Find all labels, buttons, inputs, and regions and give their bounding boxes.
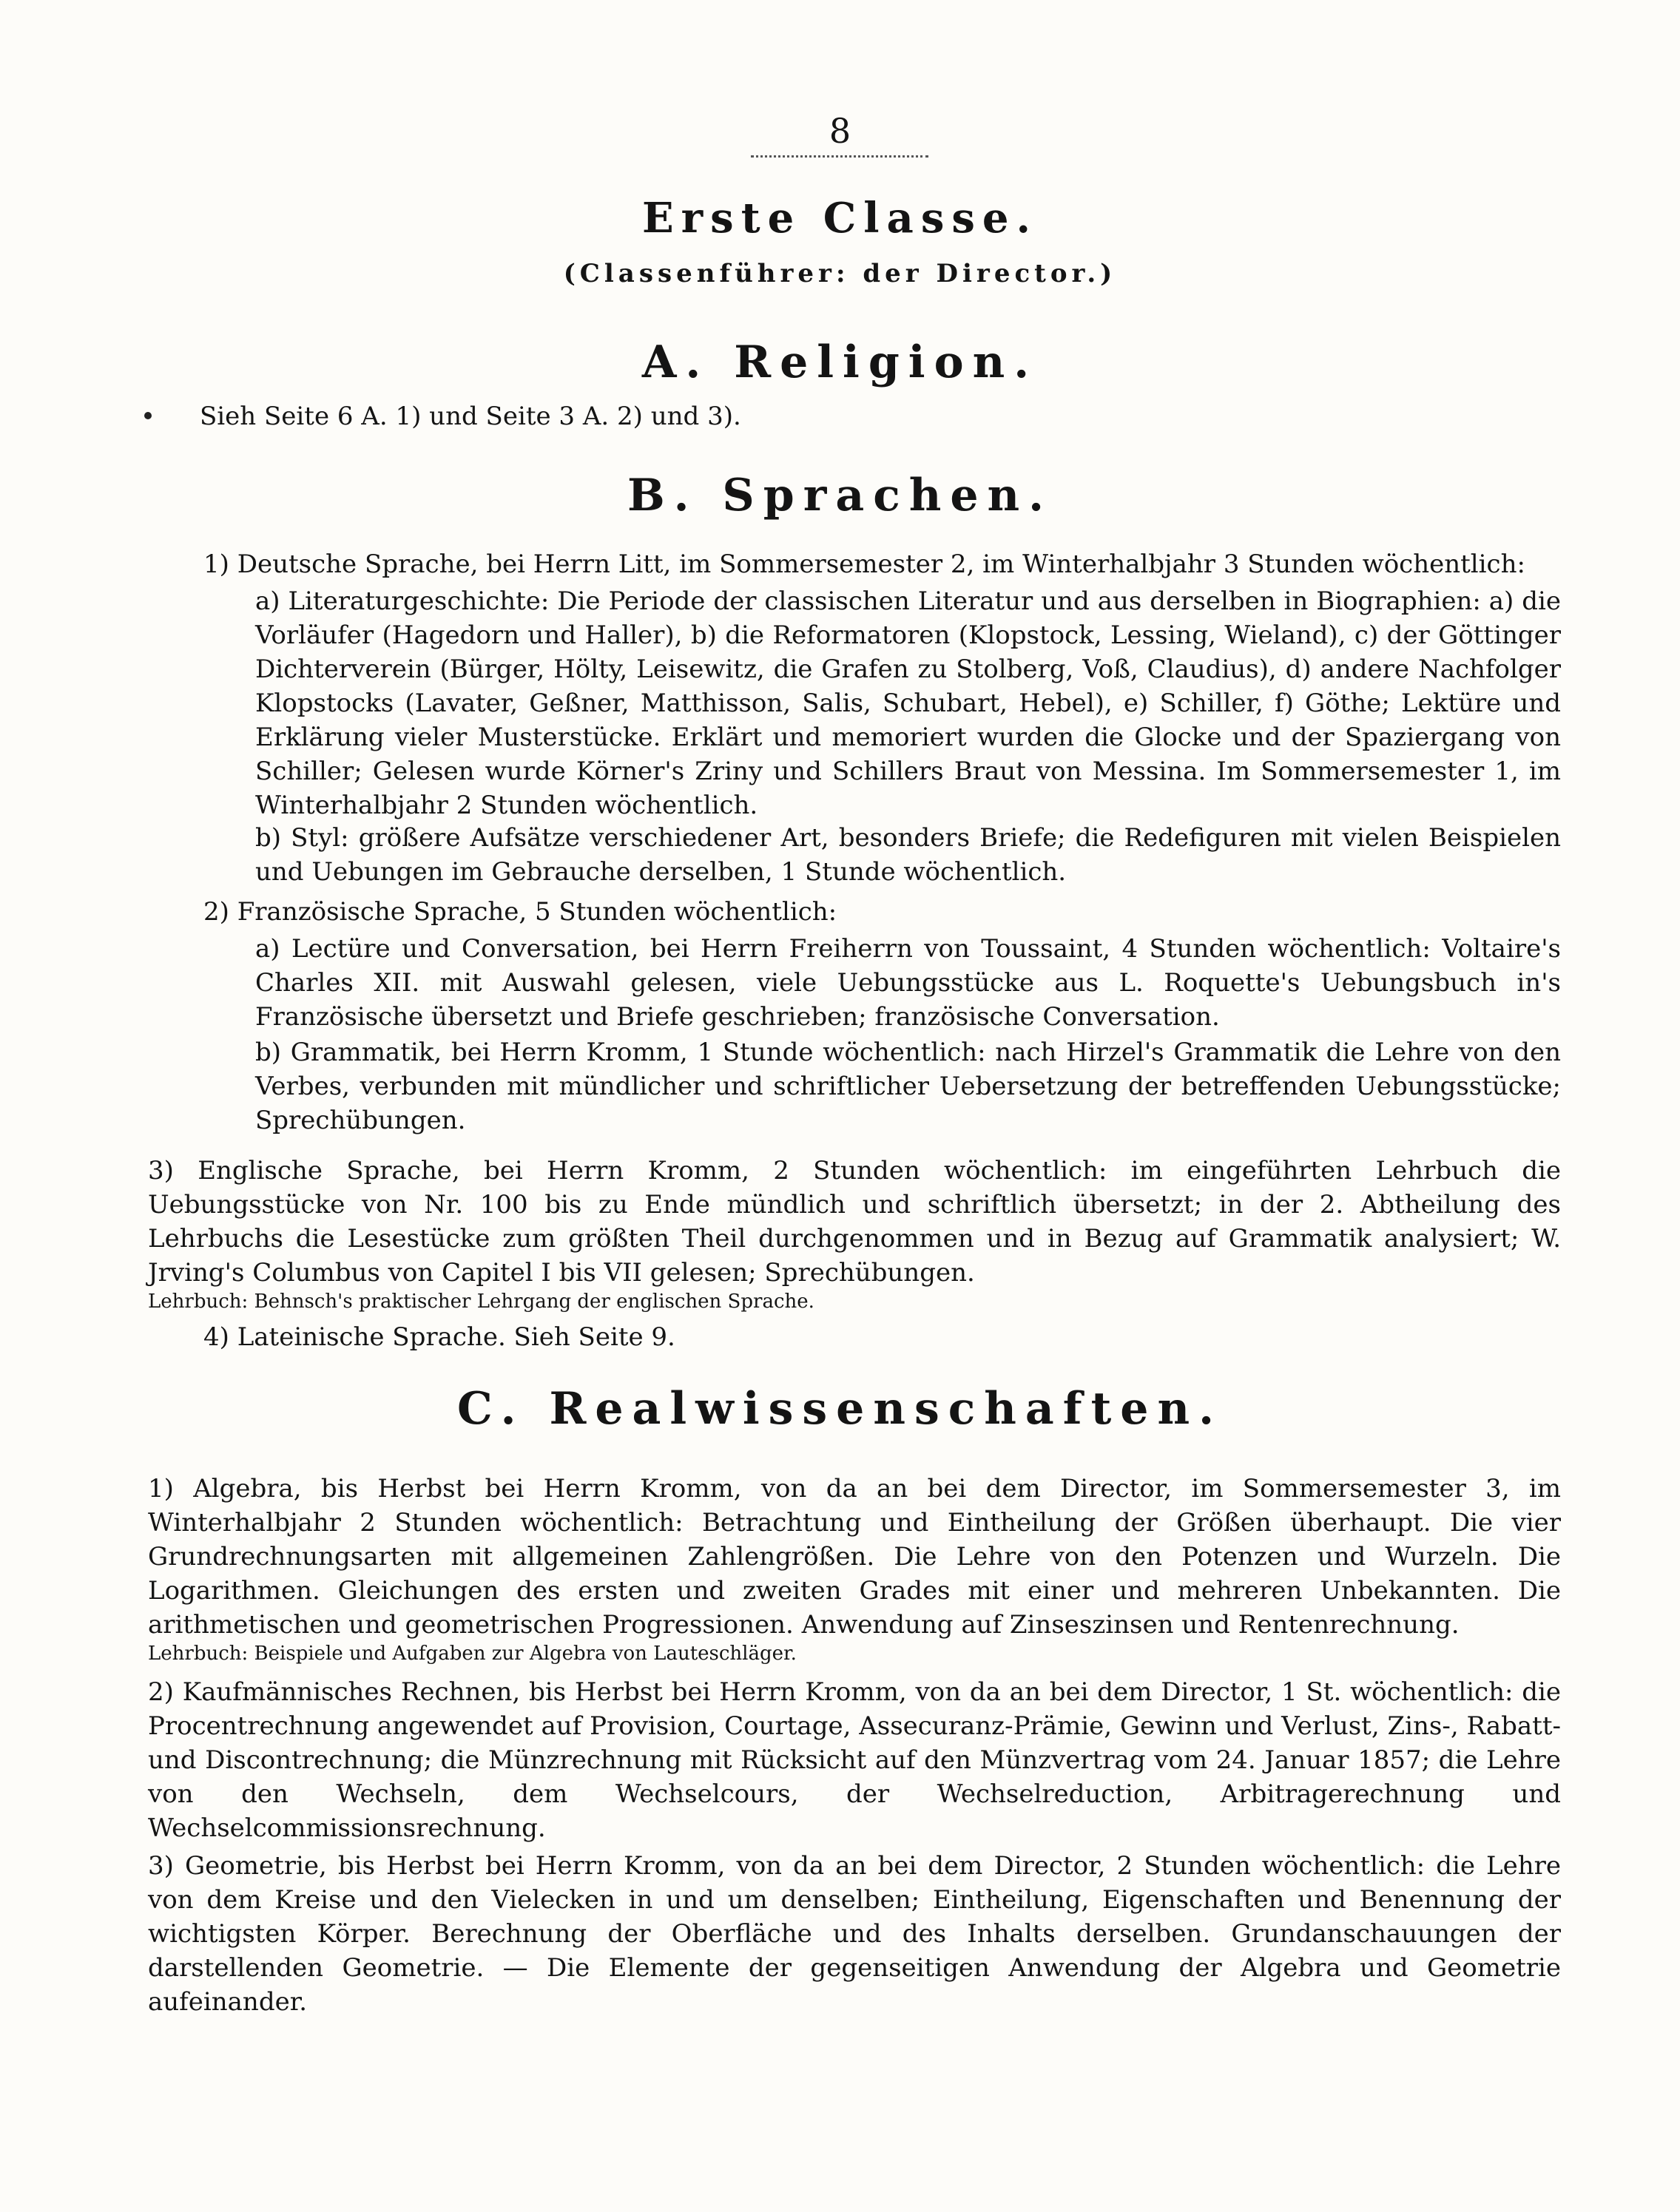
bullet-mark [144, 412, 152, 419]
section-a-heading: A. Religion. [641, 336, 1039, 388]
english-text: 3) Englische Sprache, bei Herrn Kromm, 2 Stunden wöchentlich: im eingeführten Lehrbuch die Uebungsstücke von Nr. 100 bis zu Ende mündlich und schriftlich übersetzt; in der 2. Abtheilung des Lehrbuchs die Lesestücke zum größten Theil durchgenommen und in Bezug auf Grammatik analysiert; W. Jrving's Columbus von Capitel I bis VII gelesen; Sprechübungen. [148, 1156, 1561, 1288]
section-a-text: Sieh Seite 6 A. 1) und Seite 3 A. 2) und 3). [200, 402, 741, 431]
german-heading: 1) Deutsche Sprache, bei Herrn Litt, im Sommersemester 2, im Winterhalbjahr 3 Stunden wöchentlich: [203, 549, 1525, 579]
class-leader: (Classenführer: der Director.) [563, 259, 1117, 288]
ornament-divider [751, 155, 928, 158]
french-grammar: b) Grammatik, bei Herrn Kromm, 1 Stunde wöchentlich: nach Hirzel's Grammatik die Lehre von den Verbes, verbunden mit mündlicher und schriftlicher Uebersetzung der betreffenden Uebungsstücke; Sprechübungen. [255, 1038, 1561, 1135]
class-title: Erste Classe. [641, 194, 1038, 243]
german-style: b) Styl: größere Aufsätze verschiedener Art, besonders Briefe; die Redefiguren mit vielen Beispielen und Uebungen im Gebrauche derselben, 1 Stunde wöchentlich. [255, 823, 1561, 887]
german-literature: a) Literaturgeschichte: Die Periode der classischen Literatur und aus derselben in Biographien: a) die Vorläufer (Hagedorn und Haller), b) die Reformatoren (Klopstock, Lessing, Wieland), c) der Göttinger Dichterverein (Bürger, Hölty, Leisewitz, die Grafen zu Stolberg, Voß, Claudius), d) andere Nachfolger Klopstocks (Lavater, Geßner, Matthisson, Salis, Schubart, Hebel), e) Schiller, f) Göthe; Lektüre und Erklärung vieler Musterstücke. Erklärt und memoriert wurden die Glocke und der Spaziergang von Schiller; Gelesen wurde Körner's Zriny und Schillers Braut von Messina. Im Sommersemester 1, im Winterhalbjahr 2 Stunden wöchentlich. [255, 586, 1561, 820]
commercial-arithmetic-text: 2) Kaufmännisches Rechnen, bis Herbst bei Herrn Kromm, von da an bei dem Director, 1 St. wöchentlich: die Procentrechnung angewendet auf Provision, Courtage, Assecuranz-Prämie, Gewinn und Verlust, Zins-, Rabatt- und Discontrechnung; die Münzrechnung mit Rücksicht auf den Münzvertrag vom 24. Januar 1857; die Lehre von den Wechseln, dem Wechselcours, der Wechselreduction, Arbitragerechnung und Wechselcommissionsrechnung. [148, 1677, 1561, 1843]
algebra-text: 1) Algebra, bis Herbst bei Herrn Kromm, von da an bei dem Director, im Sommersemester 3, im Winterhalbjahr 2 Stunden wöchentlich: Betrachtung und Eintheilung der Größen überhaupt. Die vier Grundrechnungsarten mit allgemeinen Zahlengrößen. Die Lehre von den Potenzen und Wurzeln. Die Logarithmen. Gleichungen des ersten und zweiten Grades mit einer und mehreren Unbekannten. Die arithmetischen und geometrischen Progressionen. Anwendung auf Zinseszinsen und Rentenrechnung. [148, 1474, 1561, 1640]
algebra-textbook: Lehrbuch: Beispiele und Aufgaben zur Algebra von Lauteschläger. [148, 1643, 797, 1665]
latin-text: 4) Lateinische Sprache. Sieh Seite 9. [203, 1322, 675, 1352]
french-heading: 2) Französische Sprache, 5 Stunden wöchentlich: [203, 897, 837, 927]
french-reading: a) Lectüre und Conversation, bei Herrn Freiherrn von Toussaint, 4 Stunden wöchentlich: Voltaire's Charles XII. mit Auswahl gelesen, viele Uebungsstücke aus L. Roquette's Uebungsbuch in's Französische übersetzt und Briefe geschrieben; französische Conversation. [255, 934, 1561, 1032]
geometry-text: 3) Geometrie, bis Herbst bei Herrn Kromm, von da an bei dem Director, 2 Stunden wöchentlich: die Lehre von dem Kreise und den Vielecken in und um denselben; Eintheilung, Eigenschaften und Benennung der wichtigsten Körper. Berechnung der Oberfläche und des Inhalts derselben. Grundanschauungen der darstellenden Geometrie. — Die Elemente der gegenseitigen Anwendung der Algebra und Geometrie aufeinander. [148, 1851, 1561, 2017]
page-number: 8 [829, 111, 851, 151]
english-textbook: Lehrbuch: Behnsch's praktischer Lehrgang der englischen Sprache. [148, 1291, 814, 1313]
section-b-heading: B. Sprachen. [627, 470, 1053, 521]
section-c-heading: C. Realwissenschaften. [456, 1383, 1223, 1435]
